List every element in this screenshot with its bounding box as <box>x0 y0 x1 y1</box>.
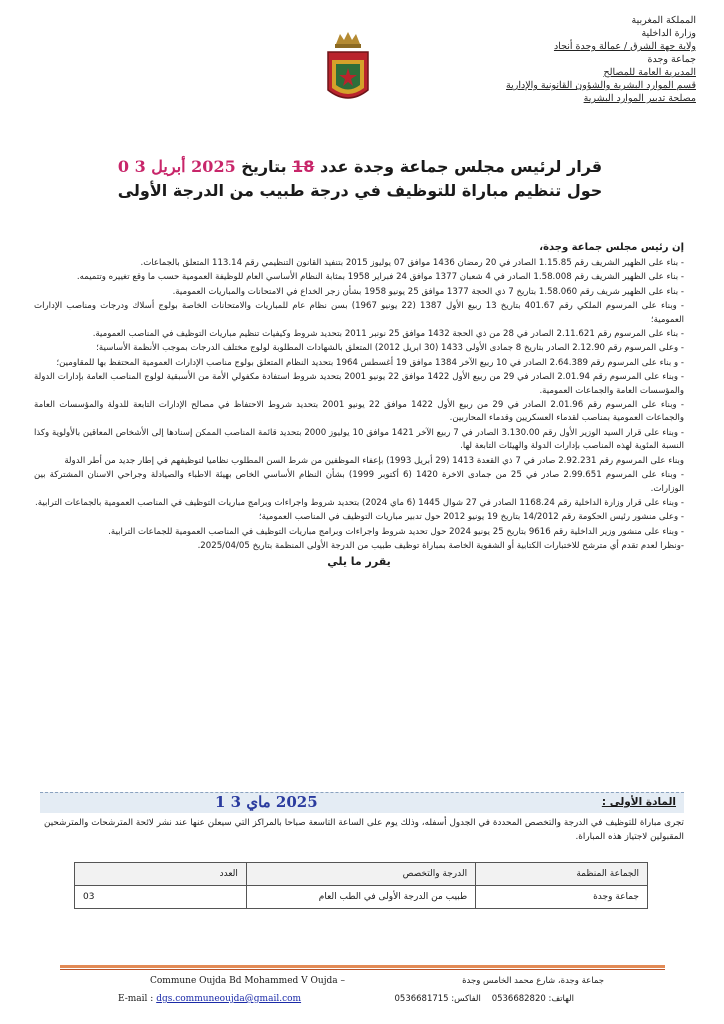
legal-reference: - وبناء على المرسوم رقم 2.01.94 الصادر في 29 من ربيع الأول 1422 موافق 22 يونيو 2001 بتحديد شروط استفادة مكفولي الأمة من الأسبقية لولوج المناصب العامة بإدارات الدولة والمؤسسات العامة والجماعات العمومية. <box>34 372 685 396</box>
legal-reference: - بناء على الظهير الشريف رقم 1.58.008 الصادر في 4 شعبان 1377 موافق 24 فبراير 1958 بمثابة النظام الأساسي العام للوظيفة العمومية حسب ما وقع تغييره وتتميمه. <box>76 272 684 283</box>
fax-label: الفاكس: <box>451 994 481 1004</box>
header-line: وزارة الداخلية <box>641 28 696 39</box>
positions-table <box>74 862 648 909</box>
header-line: المملكة المغربية <box>631 15 696 26</box>
column-header: العدد <box>75 863 247 886</box>
header-line: جماعة وجدة <box>647 54 696 65</box>
date-label: بتاريخ <box>241 157 287 176</box>
title-line-1 <box>60 155 660 179</box>
legal-reference: - وعلى المرسوم رقم 2.12.90 الصادر بتاريخ 8 جمادى الأولى 1433 (30 ابريل 2012) المتعلق بالشهادات المطلوبة لولوج مختلف الدرجات بموجب الأنظمة الأساسية؛ <box>96 343 684 354</box>
coat-of-arms-icon <box>322 30 374 110</box>
phone-label: الهاتف: <box>548 994 574 1004</box>
legal-reference: - بناء على الظهير شريف رقم 1.58.060 بتاريخ 7 ذي الحجة 1377 موافق 25 يونيو 1958 بشأن زجر الخداع في الامتحانات والمباريات العمومية. <box>172 286 684 297</box>
header-line: ولاية جهة الشرق / عمالة وجدة أنجاد <box>553 41 696 52</box>
legal-reference: - وبناء على المرسوم الملكي رقم 401.67 بتاريخ 13 ربيع الأول 1387 (22 يونيو 1967) بسن نظام عام للمباريات والامتحانات الخاصة بولوج أسلاك ودرجات ومناصب الإدارات العمومية؛ <box>34 301 684 325</box>
legal-reference: -ونظرا لعدم تقدم أي مترشح للاختبارات الكتابية أو الشفوية الخاصة بمباراة توظيف طبيب من الدرجة الأولى المنظمة بتاريخ 2025/04/05. <box>197 541 684 552</box>
email-link[interactable]: dgs.communeoujda@gmail.com <box>156 994 302 1004</box>
footer-email-fr <box>118 994 301 1004</box>
decision-title <box>60 155 660 203</box>
footer-divider-thin <box>60 969 665 970</box>
table-row <box>75 886 648 909</box>
table-header-row <box>75 863 648 886</box>
column-header: الدرجة والتخصص <box>246 863 475 886</box>
legal-reference: - بناء على المرسوم رقم 2.11.621 الصادر في 28 من ذي الحجة 1432 موافق 25 نونبر 2011 بتحديد شروط وكيفيات تنظيم مباريات التوظيف في المناصب العمومية. <box>92 329 684 340</box>
decision-body <box>34 240 684 569</box>
legal-reference: - وبناء على قرار السيد الوزير الأول رقم 3.130.00 الصادر في 7 ربيع الآخر 1421 موافق 10 يوليوز 2000 بتحديد قائمة المناصب الممكن إسنادها إلى الأشخاص المعاقين بالأولوية وكذا النسبة المئوية لهذه المناصب بإدارات الدولة والهيئات التابعة لها. <box>34 427 684 452</box>
decision-number: 18 <box>292 157 315 176</box>
decides-heading: يقرر ما يلي <box>327 554 391 568</box>
footer-address-ar: جماعة وجدة، شارع محمد الخامس وجدة <box>462 976 604 986</box>
article-text-part-1: تجرى مباراة للتوظيف في الدرجة والتخصص المحددة في الجدول أسفله، وذلك يوم <box>385 818 684 828</box>
handwritten-exam-date: 2025 ماي 3 1 <box>215 793 318 811</box>
header-line: المديرية العامة للمصالح <box>603 67 696 78</box>
title-line-2: حول تنظيم مباراة للتوظيف في درجة طبيب من الدرجة الأولى <box>117 181 603 200</box>
legal-reference: - بناء على الظهير الشريف رقم 1.15.85 الصادر في 20 رمضان 1436 موافق 07 يوليوز 2015 بتنفيذ القانون التنظيمي رقم 113.14 المتعلق بالجماعات. <box>140 258 684 268</box>
footer-address-fr: Commune Oujda Bd Mohammed V Oujda – <box>150 976 345 986</box>
header-line: قسم الموارد البشرية والشؤون القانونية والإدارية <box>506 80 696 91</box>
legal-reference: - وبناء على قرار وزارة الداخلية رقم 1168.24 الصادر في 27 شوال 1445 (6 ماي 2024) بتحديد شروط واجراءات وبرامج مباريات التوظيف في المناصب العمومية بالجماعات الترابية. <box>35 497 684 508</box>
header-line: مصلحة تدبير الموارد البشرية <box>583 93 696 104</box>
fax-number: 0536681715 <box>394 994 449 1004</box>
column-header: الجماعة المنظمة <box>476 863 648 886</box>
handwritten-date: 2025 أبريل 3 0 <box>117 157 236 176</box>
article-heading-box <box>40 792 684 813</box>
article-title: المادة الأولى : <box>601 796 676 808</box>
table-cell: طبيب من الدرجة الأولى في الطب العام <box>246 886 475 909</box>
legal-reference: - و بناء على المرسوم رقم 2.64.389 الصادر في 10 ربيع الآخر 1384 موافق 19 أغسطس 1964 بتحديد النظام المتعلق بولوج مناصب الإدارات العمومية المحتفظ بها للمقاومين؛ <box>56 357 684 368</box>
legal-reference: - وبناء على المرسوم رقم 2.01.96 الصادر في 29 من ربيع الأول 1422 موافق 22 يونيو 2001 بتحديد شروط الاحتفاظ في مصالح الإدارات التابعة للدولة والمؤسسات العامة والجماعات العمومية بمناصب لقدماء العسكريين وقدماء المحاربين. <box>34 400 684 424</box>
email-label: E-mail : <box>118 994 154 1004</box>
article-text-part-2: على الساعة التاسعة صباحا بالمراكز التي سيعلن عنها عند نشر لائحة المترشحات والمترشحين المقبولين لاجتياز هذه المباراة. <box>44 818 684 842</box>
article-text <box>44 816 684 844</box>
footer-contacts-ar <box>395 994 575 1004</box>
legal-reference: - وبناء على المرسوم 2.99.651 صادر في 25 من جمادى الاخرة 1420 (6 أكتوبر 1999) بشأن النظام الأساسي الخاص بهيئة الاطباء والصيادلة وجراحي الاسنان المشتركة بين الوزارات. <box>34 470 684 494</box>
legal-reference: وبناء على المرسوم رقم 2.92.231 صادر في 7 ذي القعدة 1413 (29 أبريل 1993) بإعفاء الموظفين من شرط السن المطلوب نظاميا لتوظيفهم في إطار جديد من أطر الدولة <box>64 455 684 466</box>
footer-divider <box>60 965 665 968</box>
table-cell: 03 <box>75 886 247 909</box>
table-cell: جماعة وجدة <box>476 886 648 909</box>
legal-reference: - وبناء على منشور وزير الداخلية رقم 9616 بتاريخ 25 يونيو 2024 حول تحديد شروط واجراءات وبرامج مباريات التوظيف في المناصب العمومية للجماعات الترابية. <box>108 526 684 537</box>
phone-number: 0536682820 <box>491 994 546 1004</box>
issuer-header <box>466 14 696 105</box>
legal-reference: - وعلى منشور رئيس الحكومة رقم 14/2012 بتاريخ 19 يونيو 2012 حول تدبير مباريات التوظيف في المناصب العمومية؛ <box>258 512 684 523</box>
intro: إن رئيس مجلس جماعة وجدة، <box>539 242 684 253</box>
title-prefix: قرار لرئيس مجلس جماعة وجدة عدد <box>320 157 603 176</box>
